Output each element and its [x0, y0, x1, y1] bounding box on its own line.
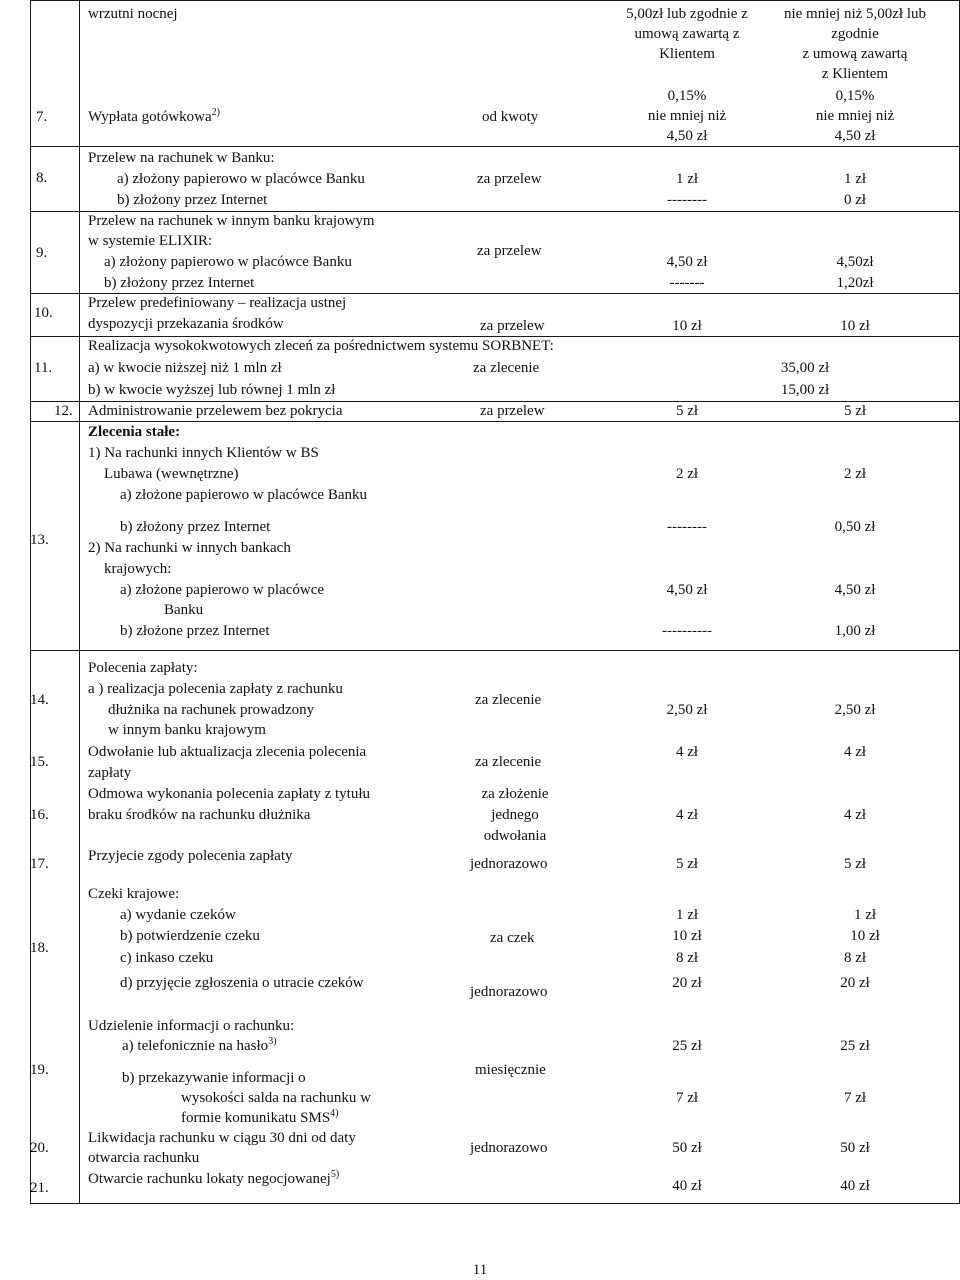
fee-value: z Klientem [821, 66, 889, 82]
fee-value: 5 zł [843, 403, 867, 419]
row-description: 1) Na rachunki innych Klientów w BS [88, 445, 319, 461]
fee-value: 0,15% [667, 88, 707, 104]
row-description: Odwołanie lub aktualizacja zlecenia polecenia [88, 744, 367, 760]
fee-value: 50 zł [840, 1140, 870, 1156]
fee-value: 1 zł [675, 171, 699, 187]
row-number: 13. [30, 532, 49, 548]
fee-value: 2,50 zł [666, 702, 708, 718]
fee-value: 7 zł [843, 1090, 867, 1106]
row-number: 21. [30, 1180, 49, 1196]
table-rule [30, 146, 959, 147]
row-number: 14. [30, 692, 49, 708]
footnote-mark: 5) [330, 1169, 340, 1180]
fee-value: 4 zł [843, 807, 867, 823]
fee-value: nie mniej niż [647, 108, 727, 124]
row-description: b) złożony przez Internet [117, 192, 268, 208]
fee-unit: jednego [491, 807, 539, 823]
row-description: Wypłata gotówkowa$^{2)}$ [88, 107, 220, 125]
fee-value: 10 zł [840, 318, 870, 334]
fee-unit: za przelew [480, 318, 545, 334]
fee-value: 4,50zł [836, 254, 874, 270]
row-description: Przyjecie zgody polecenia zapłaty [88, 848, 293, 864]
page-number: 11 [472, 1262, 488, 1278]
fee-value: 1,00 zł [834, 623, 876, 639]
fee-value: 1 zł [843, 171, 867, 187]
fee-value: 2 zł [675, 466, 699, 482]
fee-value: 4,50 zł [834, 582, 876, 598]
fee-unit: za zlecenie [475, 692, 542, 708]
row-description: b) w kwocie wyższej lub równej 1 mln zł [88, 382, 336, 398]
footnote-mark: 4) [330, 1108, 339, 1119]
fee-value: 5,00zł lub zgodnie z [626, 6, 748, 22]
row-number: 17. [30, 856, 49, 872]
row-description: w systemie ELIXIR: [88, 233, 213, 249]
row-number: 11. [34, 360, 53, 376]
row-number: 20. [30, 1140, 49, 1156]
row-number: 19. [30, 1062, 49, 1078]
row-description: Realizacja wysokokwotowych zleceń za pośrednictwem systemu SORBNET: [88, 338, 554, 354]
footnote-mark: 2) [211, 107, 220, 118]
fee-value: zgodnie [831, 26, 879, 42]
row-description: dłużnika na rachunek prowadzony [108, 702, 315, 718]
row-description: b) złożony przez Internet [104, 275, 255, 291]
fee-value: 4,50 zł [666, 254, 708, 270]
row-number: 9. [36, 245, 48, 261]
row-description: b) potwierdzenie czeku [120, 928, 260, 944]
table-rule [30, 0, 31, 1204]
row-description: Przelew na rachunek w innym banku krajowym [88, 213, 375, 229]
fee-unit: za przelew [477, 243, 542, 259]
fee-unit: za przelew [480, 403, 545, 419]
fee-value: 7 zł [675, 1090, 699, 1106]
row-description: Zlecenia stałe: [88, 424, 181, 440]
row-description: b) przekazywanie informacji o [122, 1070, 306, 1086]
row-description: braku środków na rachunku dłużnika [88, 807, 311, 823]
row-number: 15. [30, 754, 49, 770]
fee-unit: jednorazowo [470, 984, 548, 1000]
fee-value: -------- [667, 519, 707, 535]
table-rule [30, 0, 959, 1]
fee-value: 40 zł [672, 1178, 702, 1194]
fee-unit: jednorazowo [470, 856, 548, 872]
fee-value: 35,00 zł [780, 360, 830, 376]
footnote-mark: 3) [268, 1036, 277, 1047]
fee-value: 4,50 zł [834, 128, 876, 144]
row-description: c) inkaso czeku [120, 950, 214, 966]
fee-value: nie mniej niż 5,00zł lub [783, 6, 927, 22]
fee-unit: za złożenie [481, 786, 549, 802]
fee-value: Klientem [659, 46, 715, 62]
table-rule [30, 1203, 959, 1204]
row-description: Likwidacja rachunku w ciągu 30 dni od daty [88, 1130, 356, 1146]
fee-unit: od kwoty [482, 109, 539, 125]
row-description: Administrowanie przelewem bez pokrycia [88, 403, 343, 419]
fee-value: 10 zł [850, 928, 880, 944]
fee-value: 4 zł [675, 807, 699, 823]
fee-value: 4 zł [843, 744, 867, 760]
row-description: a) złożone papierowo w placówce Banku [120, 487, 367, 503]
row-description: wrzutni nocnej [88, 6, 178, 22]
fee-value: 2 zł [843, 466, 867, 482]
row-description: Lubawa (wewnętrzne) [104, 466, 239, 482]
fee-value: 8 zł [843, 950, 867, 966]
fee-value: 25 zł [672, 1038, 702, 1054]
row-description: wysokości salda na rachunku w [181, 1090, 371, 1106]
row-description: w innym banku krajowym [108, 722, 266, 738]
fee-value: 1,20zł [836, 275, 874, 291]
table-rule [79, 0, 80, 1204]
row-description: Polecenia zapłaty: [88, 660, 198, 676]
fee-value: 40 zł [840, 1178, 870, 1194]
fee-unit: za czek [490, 930, 535, 946]
fee-value: 20 zł [672, 975, 702, 991]
row-description: a) złożone papierowo w placówce [120, 582, 325, 598]
fee-value: 4 zł [675, 744, 699, 760]
fee-value: 5 zł [675, 403, 699, 419]
row-description: a) w kwocie niższej niż 1 mln zł [88, 360, 282, 376]
row-description: Banku [164, 602, 204, 618]
fee-value: 4,50 zł [666, 582, 708, 598]
fee-value: 15,00 zł [780, 382, 830, 398]
fee-value: 5 zł [843, 856, 867, 872]
fee-value: 0,50 zł [834, 519, 876, 535]
row-number: 12. [54, 403, 73, 419]
row-description: zapłaty [88, 765, 132, 781]
fee-value: 50 zł [672, 1140, 702, 1156]
fee-value: ------- [669, 275, 705, 291]
table-rule [30, 650, 959, 651]
fee-value: 1 zł [853, 907, 877, 923]
row-description: Przelew na rachunek w Banku: [88, 150, 275, 166]
fee-value: ---------- [662, 623, 712, 639]
fee-value: 0,15% [835, 88, 875, 104]
row-description: a) złożony papierowo w placówce Banku [117, 171, 365, 187]
fee-unit: miesięcznie [475, 1062, 546, 1078]
row-description: krajowych: [104, 561, 172, 577]
fee-value: 5 zł [675, 856, 699, 872]
row-description: Czeki krajowe: [88, 886, 180, 902]
row-description: otwarcia rachunku [88, 1150, 200, 1166]
row-description: Przelew predefiniowany – realizacja ustnej [88, 295, 347, 311]
row-number: 18. [30, 940, 49, 956]
fee-value: 0 zł [843, 192, 867, 208]
fee-value: 10 zł [672, 928, 702, 944]
fee-value: 25 zł [840, 1038, 870, 1054]
row-description: Odmowa wykonania polecenia zapłaty z tytułu [88, 786, 370, 802]
row-description: a) złożony papierowo w placówce Banku [104, 254, 352, 270]
fee-value: 20 zł [840, 975, 870, 991]
fee-unit: jednorazowo [470, 1140, 548, 1156]
fee-value: 2,50 zł [834, 702, 876, 718]
row-description: d) przyjęcie zgłoszenia o utracie czeków [120, 975, 364, 991]
row-description: 2) Na rachunki w innych bankach [88, 540, 291, 556]
fee-value: 10 zł [672, 318, 702, 334]
row-description: b) złożone przez Internet [120, 623, 270, 639]
fee-value: umową zawartą z [634, 26, 740, 42]
fee-value: 8 zł [675, 950, 699, 966]
row-number: 8. [36, 170, 48, 186]
row-description: dyspozycji przekazania środków [88, 316, 284, 332]
row-description: b) złożony przez Internet [120, 519, 271, 535]
row-description: a) wydanie czeków [120, 907, 236, 923]
fee-value: 4,50 zł [666, 128, 708, 144]
row-description: a ) realizacja polecenia zapłaty z rachunku [88, 681, 343, 697]
row-number: 10. [34, 305, 53, 321]
fee-unit: za przelew [477, 171, 542, 187]
row-number: 16. [30, 807, 49, 823]
fee-value: z umową zawartą [802, 46, 908, 62]
fee-unit: za zlecenie [475, 754, 542, 770]
fee-unit: odwołania [483, 828, 547, 844]
row-description: Otwarcie rachunku lokaty negocjowanej$^{5)}$ [88, 1169, 340, 1187]
fee-value: 1 zł [675, 907, 699, 923]
fee-unit: za zlecenie [473, 360, 540, 376]
row-description: Udzielenie informacji o rachunku: [88, 1018, 295, 1034]
row-description: formie komunikatu SMS$^{4)}$ [181, 1108, 339, 1126]
fee-value: -------- [667, 192, 707, 208]
fee-value: nie mniej niż [815, 108, 895, 124]
row-number: 7. [36, 109, 48, 125]
row-description: a) telefonicznie na hasło$^{3)}$ [122, 1036, 277, 1054]
